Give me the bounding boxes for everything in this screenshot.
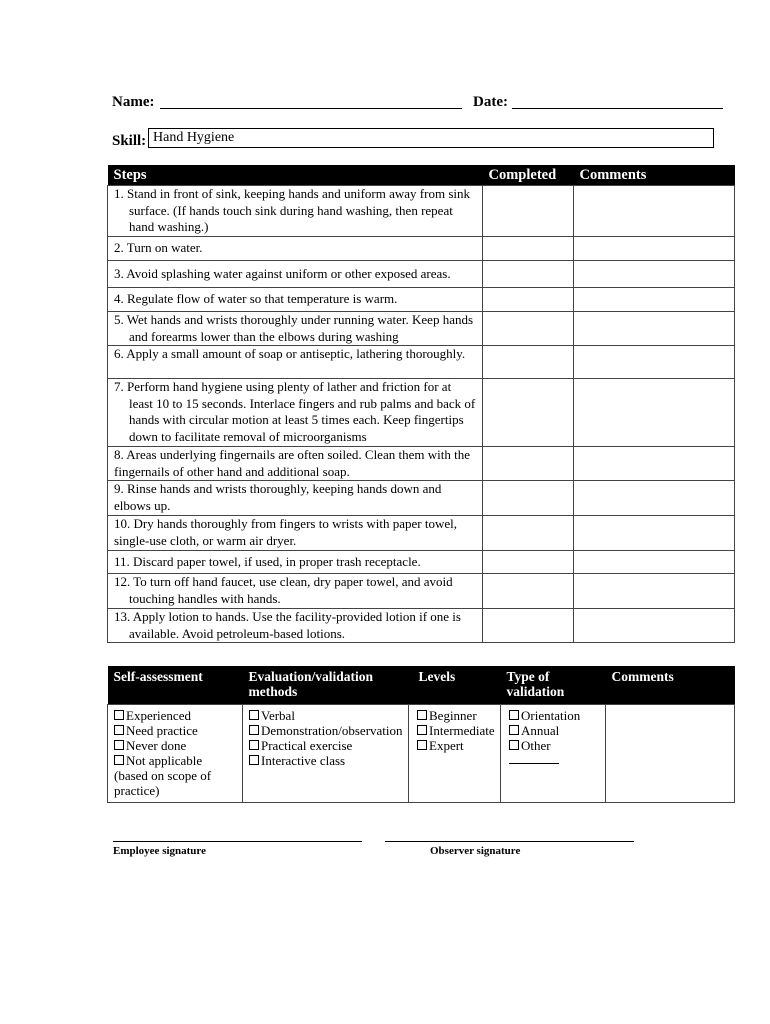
other-input-line[interactable]	[509, 763, 559, 764]
completed-cell[interactable]	[483, 481, 574, 516]
completed-cell[interactable]	[483, 312, 574, 346]
step-row	[108, 261, 735, 288]
checkbox-option[interactable]: Verbal	[249, 708, 404, 723]
assessment-table	[107, 666, 735, 803]
date-field[interactable]	[512, 92, 723, 109]
checkbox-option[interactable]: Experienced	[114, 708, 238, 723]
step-text: 2. Turn on water.	[114, 240, 203, 256]
completed-column-header: Completed	[483, 165, 574, 186]
comments-cell[interactable]	[574, 551, 735, 574]
levels-cell	[409, 705, 501, 803]
completed-cell[interactable]	[483, 551, 574, 574]
comments-cell[interactable]	[574, 447, 735, 481]
name-field[interactable]	[160, 92, 462, 109]
step-text-cell	[108, 609, 483, 643]
step-row	[108, 609, 735, 643]
comments-cell[interactable]	[574, 379, 735, 447]
step-text-cell	[108, 379, 483, 447]
comments-cell[interactable]	[574, 609, 735, 643]
checkbox-option[interactable]: Expert	[417, 738, 496, 753]
self-assessment-header: Self-assessment	[108, 666, 243, 705]
step-text-cell	[108, 312, 483, 346]
checkbox-icon[interactable]	[114, 755, 124, 765]
step-row	[108, 379, 735, 447]
comments-cell[interactable]	[574, 261, 735, 288]
step-text-cell	[108, 237, 483, 261]
step-text: 10. Dry hands thoroughly from fingers to wrists with paper towel, single-use cloth, or warm air dryer.	[114, 516, 458, 548]
completed-cell[interactable]	[483, 574, 574, 609]
comments-cell[interactable]	[574, 312, 735, 346]
step-text-cell	[108, 288, 483, 312]
checkbox-icon[interactable]	[249, 740, 259, 750]
assessment-row	[108, 705, 735, 803]
step-text-cell	[108, 481, 483, 516]
step-row	[108, 516, 735, 551]
completed-cell[interactable]	[483, 609, 574, 643]
step-row	[108, 288, 735, 312]
self-assessment-cell	[108, 705, 243, 803]
comments-column-header: Comments	[574, 165, 735, 186]
skill-field[interactable]: Hand Hygiene	[148, 128, 714, 148]
checkbox-icon[interactable]	[114, 710, 124, 720]
checkbox-option[interactable]: Need practice	[114, 723, 238, 738]
step-text: 4. Regulate flow of water so that temperature is warm.	[114, 291, 398, 307]
checkbox-icon[interactable]	[509, 725, 519, 735]
methods-cell	[243, 705, 409, 803]
completed-cell[interactable]	[483, 186, 574, 237]
evaluation-methods-header: Evaluation/validation methods	[243, 666, 409, 705]
steps-table	[107, 165, 735, 643]
step-text: 5. Wet hands and wrists thoroughly under running water. Keep hands and forearms lower than the elbows during washing	[114, 312, 474, 344]
step-text: 6. Apply a small amount of soap or antiseptic, lathering thoroughly.	[114, 346, 466, 361]
assessment-comments-cell[interactable]	[606, 705, 735, 803]
steps-header-row	[108, 165, 735, 186]
step-row	[108, 186, 735, 237]
step-row	[108, 447, 735, 481]
comments-cell[interactable]	[574, 574, 735, 609]
checkbox-option[interactable]: Interactive class	[249, 753, 404, 768]
checkbox-option[interactable]: Never done	[114, 738, 238, 753]
checkbox-icon[interactable]	[417, 710, 427, 720]
steps-column-header: Steps	[108, 165, 483, 186]
step-row	[108, 346, 735, 379]
comments-cell[interactable]	[574, 346, 735, 379]
checkbox-option[interactable]: Intermediate	[417, 723, 496, 738]
checkbox-option[interactable]: Other	[509, 738, 601, 753]
name-label: Name:	[112, 94, 155, 110]
checkbox-icon[interactable]	[114, 725, 124, 735]
comments-cell[interactable]	[574, 516, 735, 551]
step-text-cell	[108, 261, 483, 288]
checkbox-option[interactable]: Demonstration/observation	[249, 723, 404, 738]
step-text-cell	[108, 574, 483, 609]
checkbox-icon[interactable]	[417, 740, 427, 750]
step-text-cell	[108, 447, 483, 481]
step-text: 9. Rinse hands and wrists thoroughly, keeping hands down and elbows up.	[114, 481, 442, 513]
step-text: 12. To turn off hand faucet, use clean, dry paper towel, and avoid touching handles with hands.	[114, 574, 453, 606]
checkbox-icon[interactable]	[249, 725, 259, 735]
step-text: 13. Apply lotion to hands. Use the facility-provided lotion if one is available. Avoid petroleum-based lotions.	[114, 609, 461, 641]
step-text-cell	[108, 516, 483, 551]
step-row	[108, 312, 735, 346]
comments-cell[interactable]	[574, 481, 735, 516]
checkbox-option[interactable]: Not applicable (based on scope of practice)	[114, 753, 212, 798]
date-label: Date:	[473, 94, 508, 110]
assessment-comments-header: Comments	[606, 666, 735, 705]
comments-cell[interactable]	[574, 237, 735, 261]
step-row	[108, 237, 735, 261]
checkbox-icon[interactable]	[509, 710, 519, 720]
observer-signature-line[interactable]	[385, 841, 634, 842]
step-text-cell	[108, 551, 483, 574]
step-row	[108, 551, 735, 574]
completed-cell[interactable]	[483, 379, 574, 447]
checkbox-option[interactable]: Annual	[509, 723, 601, 738]
checkbox-option[interactable]: Orientation	[509, 708, 601, 723]
completed-cell[interactable]	[483, 516, 574, 551]
observer-signature-label: Observer signature	[430, 845, 521, 857]
completed-cell[interactable]	[483, 237, 574, 261]
step-row	[108, 481, 735, 516]
step-text-cell	[108, 346, 483, 379]
checkbox-icon[interactable]	[417, 725, 427, 735]
completed-cell[interactable]	[483, 261, 574, 288]
step-text: 1. Stand in front of sink, keeping hands and uniform away from sink surface. (If hands touch sink during hand washing, then repeat hand washing.)	[114, 186, 470, 234]
step-text: 7. Perform hand hygiene using plenty of lather and friction for at least 10 to 15 seconds. Interlace fingers and rub palms and back of hands with circular motion at least 5 times each. Keep fingertips down to facilitate removal of microorganisms	[114, 379, 476, 444]
checkbox-icon[interactable]	[509, 740, 519, 750]
step-row	[108, 574, 735, 609]
levels-header: Levels	[409, 666, 501, 705]
step-text-cell	[108, 186, 483, 237]
completed-cell[interactable]	[483, 447, 574, 481]
step-text: 8. Areas underlying fingernails are often soiled. Clean them with the fingernails of other hand and additional soap.	[114, 447, 470, 479]
completed-cell[interactable]	[483, 288, 574, 312]
employee-signature-label: Employee signature	[113, 845, 206, 857]
checkbox-icon[interactable]	[249, 710, 259, 720]
checkbox-icon[interactable]	[249, 755, 259, 765]
employee-signature-line[interactable]	[113, 841, 362, 842]
validation-type-cell	[501, 705, 606, 803]
assessment-header-row	[108, 666, 735, 705]
validation-type-header: Type of validation	[501, 666, 606, 705]
completed-cell[interactable]	[483, 346, 574, 379]
skill-label: Skill:	[112, 133, 147, 149]
checkbox-icon[interactable]	[114, 740, 124, 750]
step-text: 3. Avoid splashing water against uniform or other exposed areas.	[114, 265, 451, 281]
checkbox-option[interactable]: Beginner	[417, 708, 496, 723]
step-text: 11. Discard paper towel, if used, in proper trash receptacle.	[114, 553, 421, 569]
comments-cell[interactable]	[574, 186, 735, 237]
checkbox-option[interactable]: Practical exercise	[249, 738, 404, 753]
comments-cell[interactable]	[574, 288, 735, 312]
